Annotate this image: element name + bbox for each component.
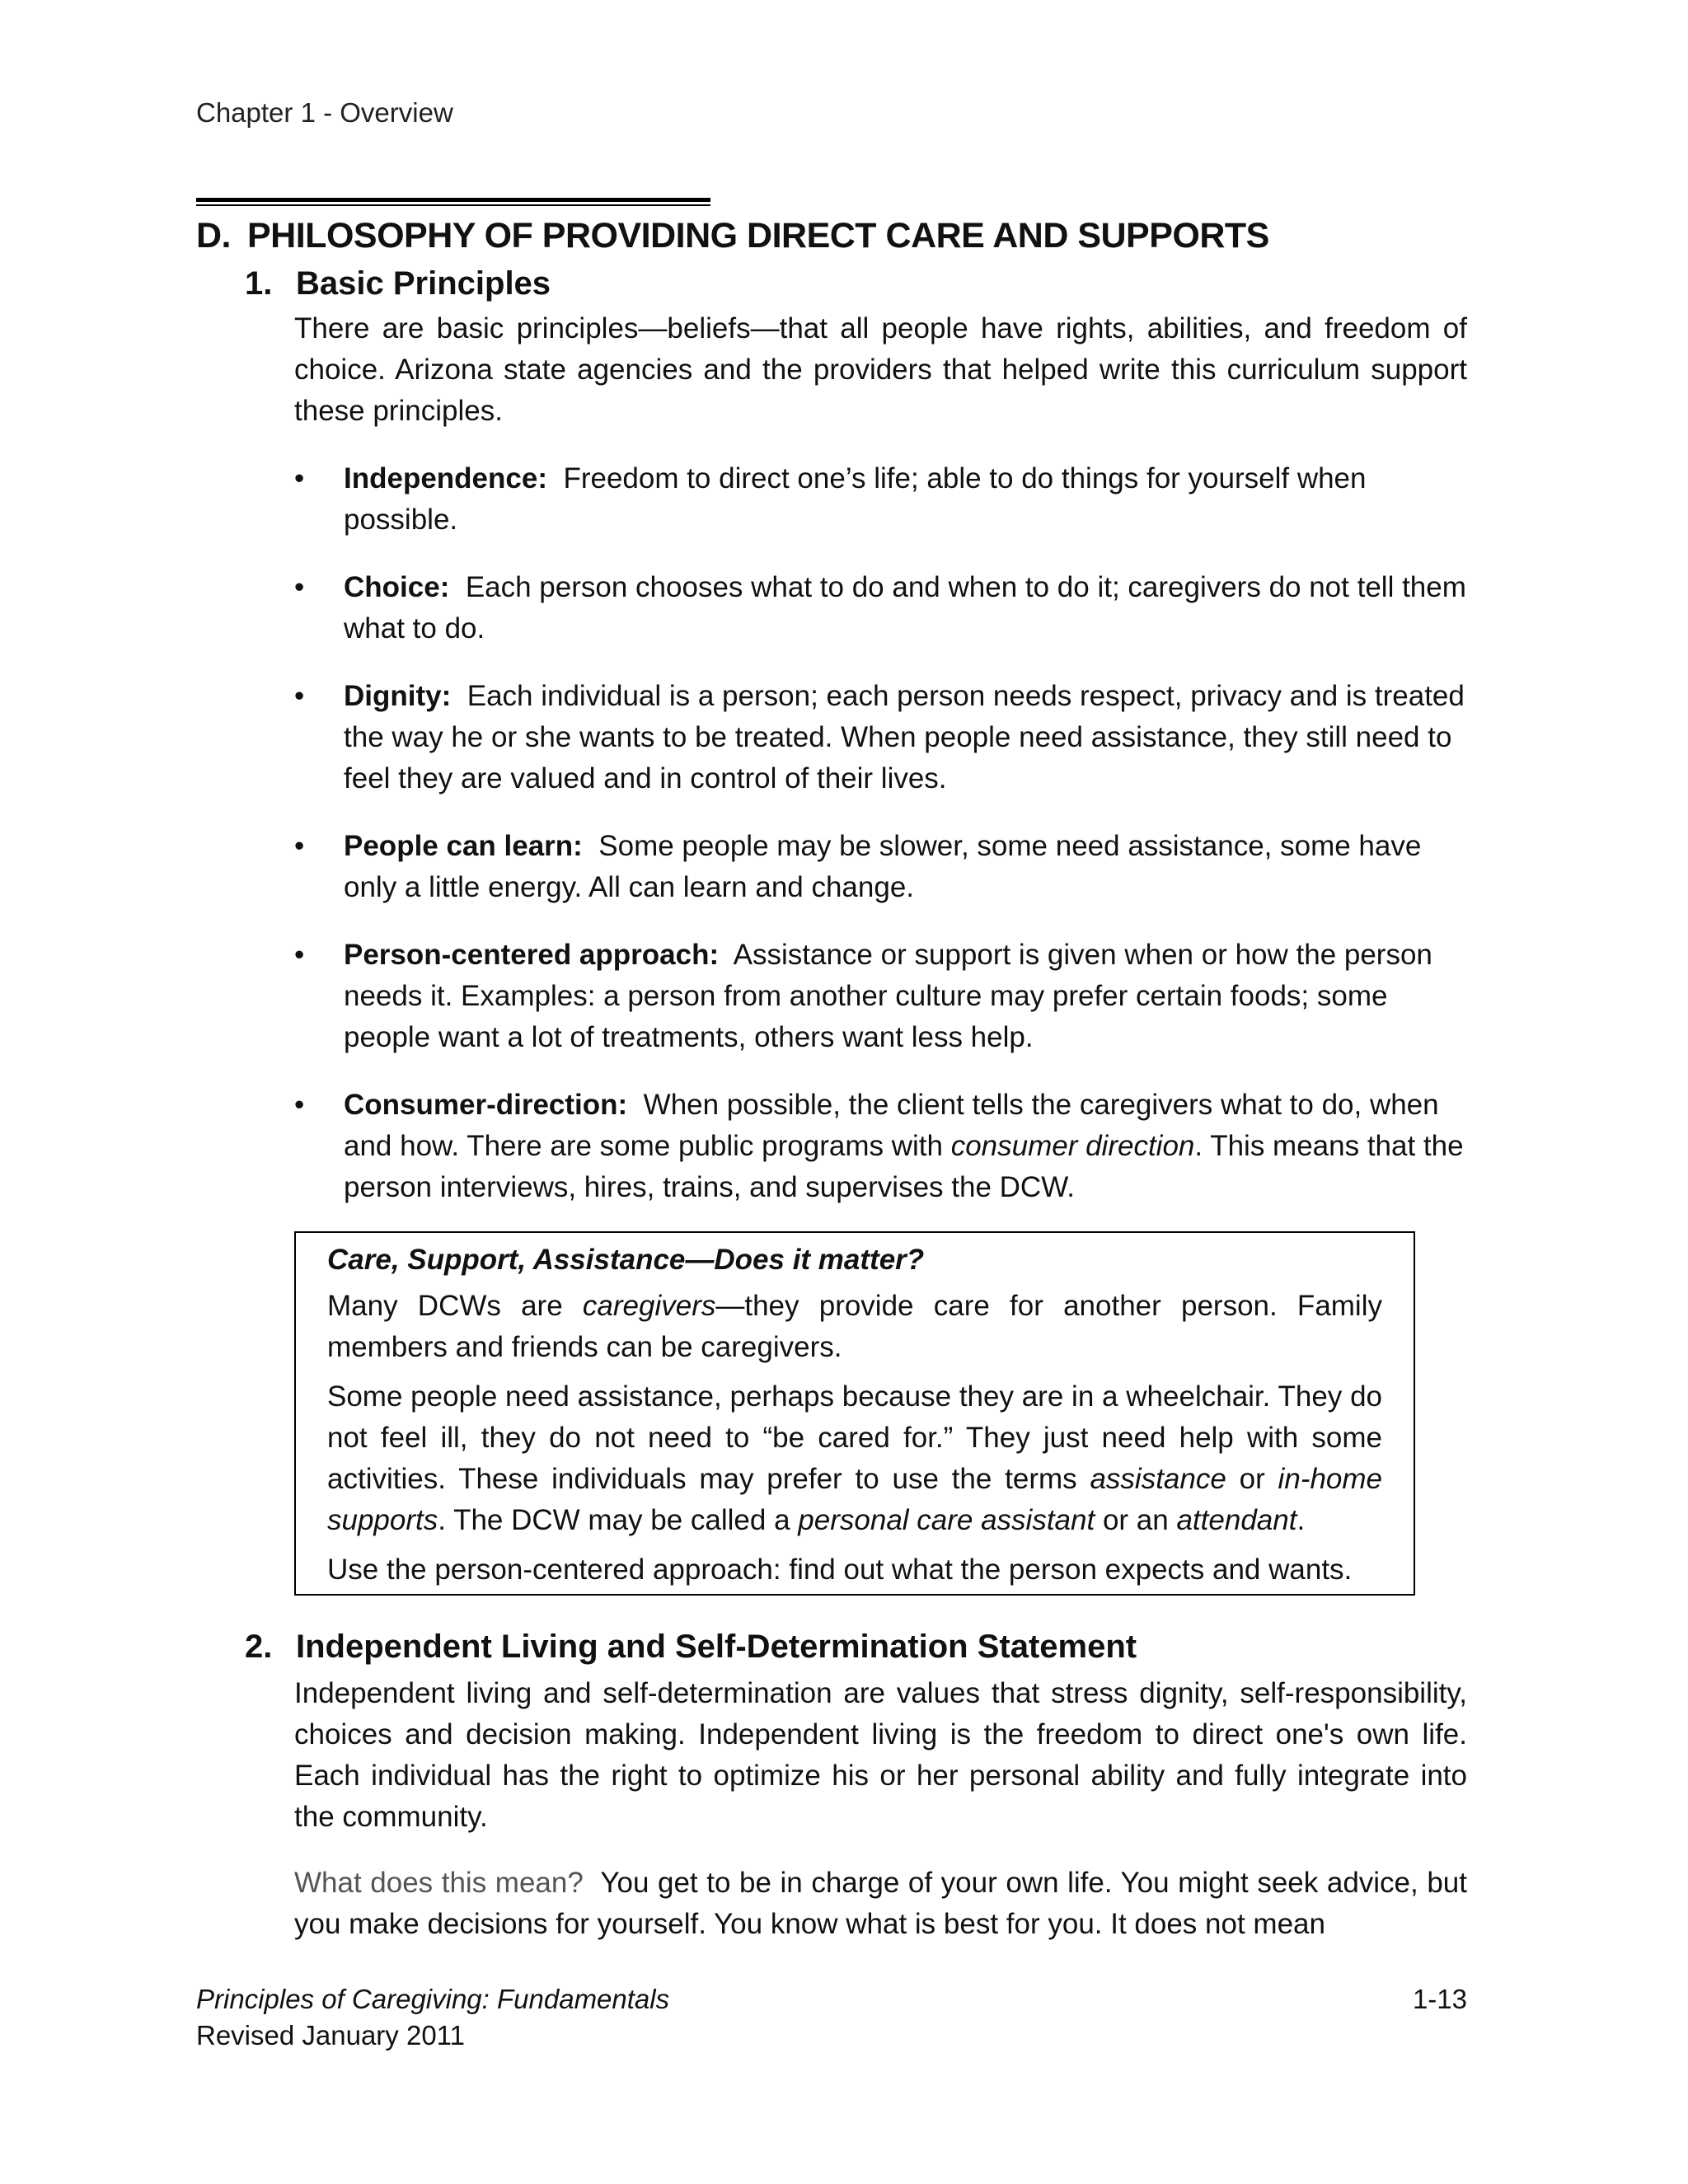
callout-paragraph: Use the person-centered approach: find out what the person expects and wants. [327, 1554, 1353, 1586]
list-item-term: Choice: [344, 571, 450, 603]
callout-title: Care, Support, Assistance—Does it matter? [327, 1244, 925, 1276]
list-item [294, 935, 1467, 1058]
footer-book-title: Principles of Caregiving: Fundamentals [196, 1984, 670, 2014]
list-item-text: Each person chooses what to do and when to do it; caregivers do not tell them what to do. [344, 571, 1466, 644]
running-head: Chapter 1 - Overview [196, 97, 453, 128]
list-item [294, 1085, 1467, 1208]
callout-paragraph: Many DCWs are caregivers—they provide care for another person. Family members and friends can be caregivers. [327, 1290, 1382, 1363]
subsection-number: 1. [245, 265, 273, 302]
footer-left [196, 1981, 669, 2054]
bullet-icon: • [294, 462, 305, 494]
section-rule-thin [196, 204, 710, 206]
list-item [294, 676, 1467, 799]
list-item [294, 458, 1467, 541]
bullet-icon: • [294, 680, 305, 712]
subsection-heading-1 [245, 265, 551, 302]
callout-paragraph: Some people need assistance, perhaps because they are in a wheelchair. They do not feel ill, they do not need to “be cared for.” They just need help with some activities. These individuals may prefer to use the terms assistance or in-home supports. The DCW may be called a personal care assistant or an attendant. [327, 1380, 1382, 1536]
page-number: 1-13 [1412, 1984, 1467, 2014]
section-title: PHILOSOPHY OF PROVIDING DIRECT CARE AND SUPPORTS [247, 216, 1269, 255]
subsection-title: Independent Living and Self-Determination Statement [296, 1629, 1137, 1665]
list-item-text: Assistance or support is given when or how the person needs it. Examples: a person from another culture may prefer certain foods; some people want a lot of treatments, others want less help. [344, 939, 1432, 1053]
list-item-text: Some people may be slower, some need assistance, some have only a little energy. All can learn and change. [344, 830, 1422, 903]
section-letter: D. [196, 216, 231, 255]
list-item-term: People can learn: [344, 830, 583, 862]
section-rule [196, 198, 710, 202]
list-item-term: Independence: [344, 462, 547, 494]
list-item-text: When possible, the client tells the caregivers what to do, when and how. There are some public programs with [344, 1089, 1439, 1162]
bullet-icon: • [294, 830, 305, 862]
list-item-text-end: . This means that the person interviews, hires, trains, and supervises the DCW. [344, 1130, 1464, 1203]
subsection-heading-2 [245, 1629, 1137, 1666]
principles-list [294, 458, 1467, 1235]
list-item-emphasis: consumer direction [950, 1130, 1195, 1162]
list-item-term: Consumer-direction: [344, 1089, 628, 1121]
list-item [294, 567, 1467, 649]
list-item-text: Each individual is a person; each person needs respect, privacy and is treated the way he or she wants to be treated. When people need assistance, they still need to feel they are valued and in control of their lives. [344, 680, 1465, 794]
list-item-term: Person-centered approach: [344, 939, 720, 971]
bullet-icon: • [294, 571, 305, 603]
what-does-this-mean-paragraph: What does this mean? You get to be in charge of your own life. You might seek advice, but you make decisions for yourself. You know what is best for you. It does not mean [294, 1867, 1467, 1940]
list-item [294, 826, 1467, 908]
callout-box [294, 1231, 1415, 1596]
list-item-term: Dignity: [344, 680, 452, 712]
lead-question: What does this mean? [294, 1867, 584, 1899]
footer-revised: Revised January 2011 [196, 2020, 465, 2050]
bullet-icon: • [294, 939, 305, 971]
subsection-number: 2. [245, 1629, 273, 1665]
bullet-icon: • [294, 1089, 305, 1121]
intro-paragraph: There are basic principles—beliefs—that all people have rights, abilities, and freedom of choice. Arizona state agencies and the providers that helped write this curriculum support these principles. [294, 312, 1467, 427]
subsection-title: Basic Principles [296, 265, 551, 302]
independent-living-paragraph: Independent living and self-determination are values that stress dignity, self-responsibility, choices and decision making. Independent living is the freedom to direct one's own life. Each individual has the right to optimize his or her personal ability and fully integrate into the community. [294, 1677, 1467, 1833]
list-item-text: Freedom to direct one’s life; able to do things for yourself when possible. [344, 462, 1367, 536]
section-heading [196, 216, 1269, 256]
